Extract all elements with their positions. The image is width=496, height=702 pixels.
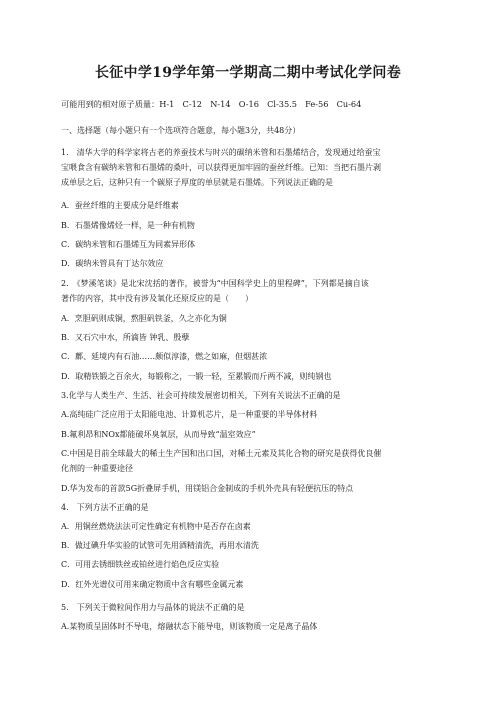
text-line: 5. 下列关于微粒间作用力与晶体的说法不正确的是 [61,603,245,612]
text-line: 宝喂食含有碳纳米管和石墨烯的桑叶，可以获得更加牢固的蚕丝纤维。已知：当把石墨片剥 [61,163,381,172]
text-line: D．红外光谱仪可用来确定物质中含有哪些金属元素 [61,580,244,589]
text-line: A．烹胆矾则成铜，熬胆矾铁釜，久之亦化为铜 [61,314,227,323]
text-line: 成单层之后，这种只有一个碳原子厚度的单层就是石墨烯。下列说法正确的是 [61,178,333,187]
text-line: B．又石穴中水，所滴皆 钟乳、殷孽 [61,333,190,342]
text-line: C．碳纳米管和石墨烯互为同素异形体 [61,240,196,249]
text-line: 著作的内容，其中没有涉及氧化还原反应的是（ ） [61,294,253,303]
section-heading: 一、选择题（每小题只有一个选项符合题意，每小题3分，共48分） [61,126,301,135]
text-line: C.中国是目前全球最大的稀土生产国和出口国，对稀土元素及其化合物的研究是获得优良催 [61,449,382,458]
text-line: B．石墨烯像烯烃一样，是一种有机物 [61,221,195,230]
atomic-mass-note: 可能用到的相对原子质量：H-1 C-12 N-14 O-16 Cl-35.5 Fe-56 Cu-64 [61,99,362,109]
text-line: A．用铜丝燃烧法法可定性确定有机物中是否存在卤素 [61,522,251,531]
text-line: B．做过碘升华实验的试管可先用酒精清洗，再用水清洗 [61,541,259,550]
text-line: D．碳纳米管具有丁达尔效应 [61,259,164,268]
text-line: C．可用去锈细铁丝或铂丝进行焰色反应实验 [61,560,220,569]
text-line: 1. 清华大学的科学家将古老的养蚕技术与时兴的碳纳米管和石墨烯结合，发现通过给蚕宝 [61,148,381,157]
text-line: A.某物质呈固体时不导电，熔融状态下能导电，则该物质一定是离子晶体 [61,622,318,631]
text-line: 4. 下列方法不正确的是 [61,503,149,512]
page-title: 长征中学19学年第一学期高二期中考试化学问卷 [94,65,402,81]
text-line: A．蚕丝纤维的主要成分是纤维素 [61,201,179,210]
text-line: D.华为发布的首款5G折叠屏手机，用镁铝合金制成的手机外壳具有轻便抗压的特点 [61,484,354,493]
text-line: A.高纯硅广泛应用于太阳能电池、计算机芯片，是一种重要的半导体材料 [61,410,318,419]
text-line: 2. 《梦溪笔谈》是北宋沈括的著作，被誉为“中国科学史上的里程碑”，下列都是摘自该 [61,279,369,288]
text-line: B.氟利昂和NOx都能破坏臭氧层，从而导致“温室效应” [61,430,256,439]
text-line: 3.化学与人类生产、生活、社会可持续发展密切相关，下列有关说法不正确的是 [61,391,341,400]
text-line: C．鄜、延境内有石油……颇似淳漆，燃之如麻，但烟甚浓 [61,352,268,361]
text-line: D．取精铁锻之百余火，每锻称之，一锻一轻，至累锻而斤两不减，则纯钢也 [61,372,332,381]
text-line: 化剂的一种重要途径 [61,464,133,473]
